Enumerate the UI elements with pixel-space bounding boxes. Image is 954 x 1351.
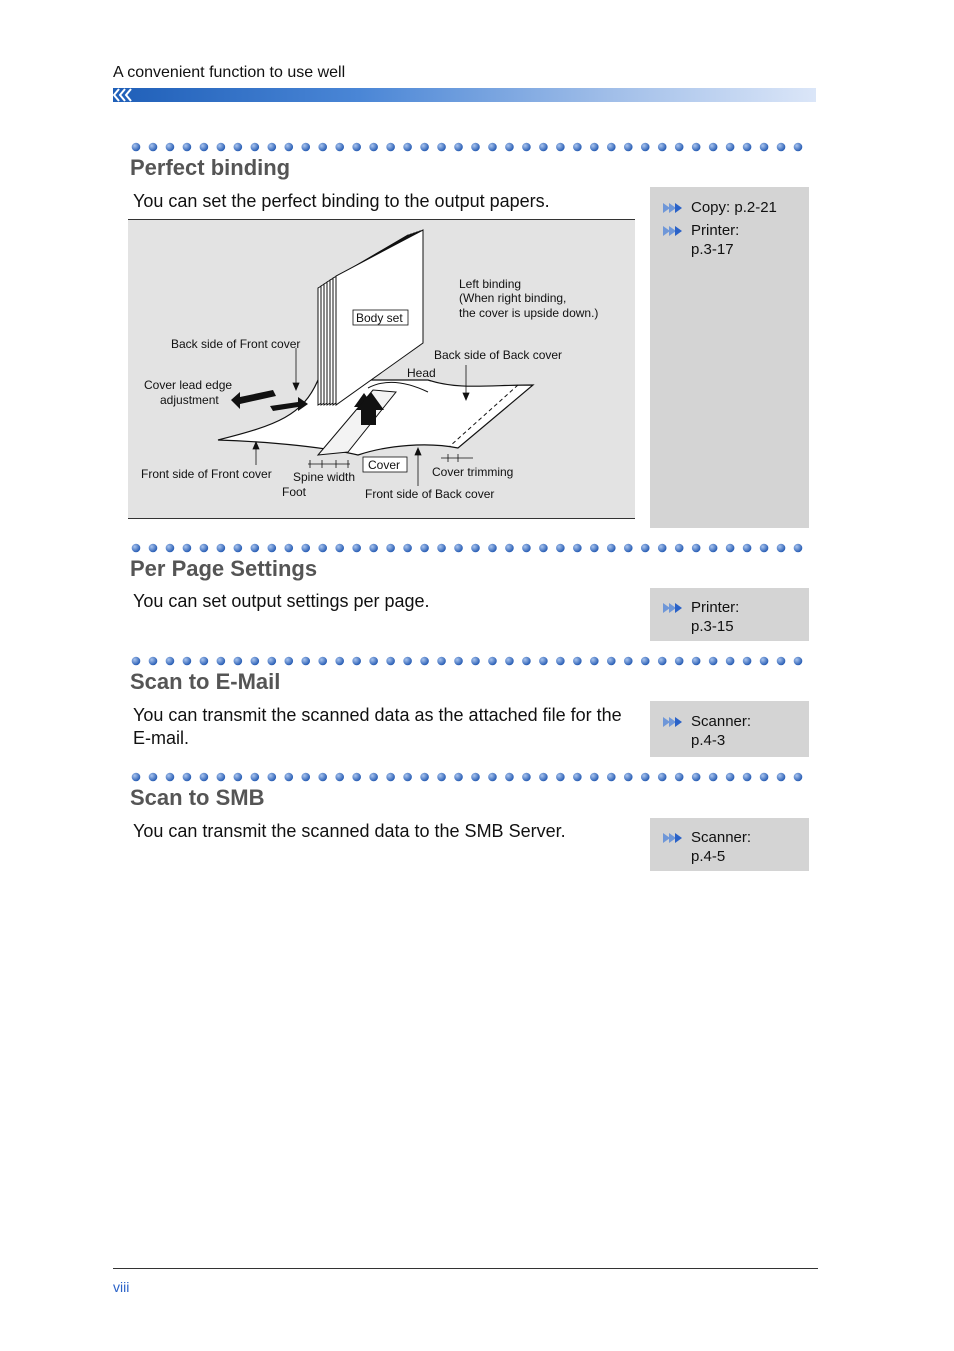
label-head: Head: [407, 366, 436, 380]
triple-arrow-icon: [663, 833, 685, 843]
label-back-back-cover: Back side of Back cover: [434, 348, 563, 362]
reference-link-scanner[interactable]: Scanner: p.4-3: [650, 712, 809, 752]
reference-box-perfect-binding: [650, 187, 809, 528]
reference-box-scan-to-smb: [650, 818, 809, 871]
label-cover: Cover: [368, 458, 401, 472]
section-title-perfect-binding: Perfect binding: [130, 155, 291, 180]
reference-link-printer[interactable]: Printer: p.3-15: [650, 598, 809, 638]
section-divider-dots: [131, 771, 803, 783]
section-title-scan-to-email: Scan to E-Mail: [130, 669, 281, 694]
section-divider-dots: [131, 655, 803, 667]
triple-arrow-icon: [663, 226, 685, 236]
label-front-front-cover: Front side of Front cover: [141, 467, 272, 481]
section-title-per-page-settings: Per Page Settings: [130, 556, 318, 581]
section-divider-dots: [131, 542, 803, 554]
svg-text:adjustment: adjustment: [160, 393, 219, 407]
triple-arrow-icon: [663, 203, 685, 213]
label-foot: Foot: [282, 485, 307, 499]
reference-box-per-page-settings: [650, 588, 809, 641]
svg-text:(When right binding,: (When right binding,: [459, 291, 567, 305]
running-header: A convenient function to use well: [113, 64, 346, 81]
reference-link-scanner[interactable]: Scanner: p.4-5: [650, 828, 809, 868]
reference-link-copy[interactable]: Copy: p.2-21: [650, 198, 809, 220]
label-body-set: Body set: [356, 311, 403, 325]
section-divider-dots: [131, 141, 803, 153]
reference-box-scan-to-email: [650, 701, 809, 757]
label-left-binding: Left binding: [459, 277, 522, 291]
triple-arrow-icon: [663, 717, 685, 727]
header-gradient-bar: [113, 88, 816, 102]
svg-text:the cover is upside down.): the cover is upside down.): [459, 306, 599, 320]
label-lead-edge: Cover lead edge: [144, 378, 233, 392]
label-front-back-cover: Front side of Back cover: [365, 487, 495, 501]
section-title-scan-to-smb: Scan to SMB: [130, 785, 265, 810]
reference-link-printer[interactable]: Printer: p.3-17: [650, 221, 809, 261]
section-description-scan-to-smb: You can transmit the scanned data to the SMB Server.: [133, 821, 566, 841]
section-description-per-page-settings: You can set output settings per page.: [133, 591, 430, 611]
triple-arrow-icon: [663, 603, 685, 613]
section-description-perfect-binding: You can set the perfect binding to the output papers.: [133, 191, 550, 211]
chevron-left-icon: [113, 88, 137, 102]
page-number: viii: [113, 1279, 130, 1295]
footer-rule: [113, 1268, 818, 1269]
label-back-front-cover: Back side of Front cover: [171, 337, 301, 351]
perfect-binding-diagram: [128, 219, 635, 519]
label-spine-width: Spine width: [293, 470, 356, 484]
section-description-scan-to-email: You can transmit the scanned data as the attached file for the E-mail.: [133, 705, 622, 748]
label-cover-trimming: Cover trimming: [432, 465, 514, 479]
